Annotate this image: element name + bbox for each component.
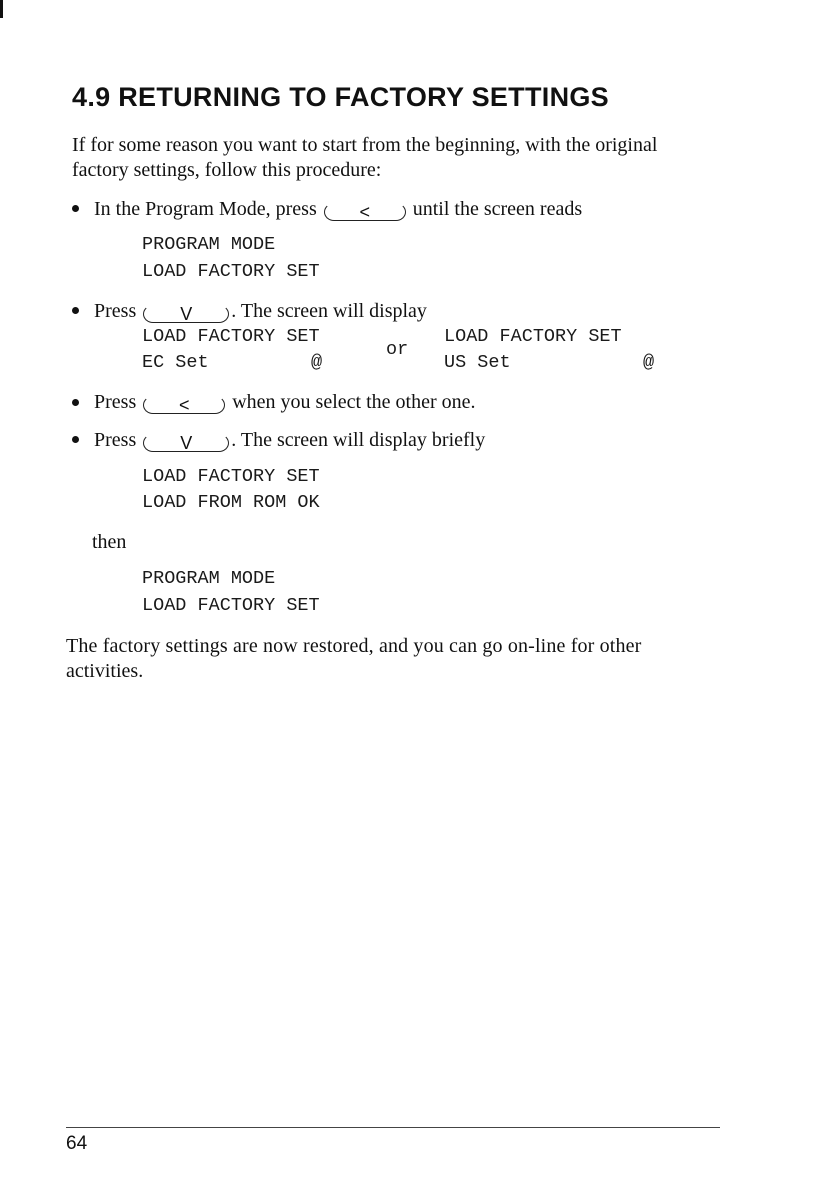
screen-line: LOAD FACTORY SET [142, 595, 320, 616]
step-4-text [94, 428, 485, 452]
down-key-icon: V [143, 434, 229, 452]
step-1-before: In the Program Mode, press [94, 198, 317, 220]
footer-rule [66, 1127, 720, 1128]
screen-line: PROGRAM MODE [142, 568, 276, 589]
screen-line: LOAD FROM ROM OK [142, 492, 320, 513]
at-symbol: @ [311, 352, 323, 373]
page-title: 4.9 RETURNING TO FACTORY SETTINGS [72, 82, 609, 112]
screen-line: PROGRAM MODE [142, 234, 276, 255]
screen-line: LOAD FACTORY SET [142, 261, 320, 282]
bullet-icon [72, 307, 79, 314]
screen-line: LOAD FACTORY SET [142, 466, 320, 487]
left-arrow-key-icon: < [143, 396, 225, 414]
bullet-icon [72, 436, 79, 443]
down-key-icon: V [143, 305, 229, 323]
step-3-text [94, 390, 476, 414]
step-2-text [94, 299, 427, 323]
step-1-text [94, 197, 582, 221]
step-4-after: . The screen will display briefly [231, 429, 486, 451]
screen-line: LOAD FACTORY SET [142, 326, 320, 347]
or-separator: or [386, 339, 409, 360]
step-2-before: Press [94, 300, 137, 322]
screen-line: LOAD FACTORY SET [444, 326, 622, 347]
bullet-icon [72, 399, 79, 406]
closing-line-1: The factory settings are now restored, and you can go on-line for other [66, 635, 642, 657]
step-2-after: . The screen will display [231, 300, 427, 322]
step-3-after: when you select the other one. [232, 391, 476, 413]
scan-edge-mark [0, 0, 3, 18]
at-symbol: @ [643, 352, 655, 373]
page-number: 64 [66, 1133, 88, 1154]
intro-line-2: factory settings, follow this procedure: [72, 159, 382, 181]
screen-line: EC Set [142, 352, 209, 373]
then-label: then [92, 531, 127, 553]
screen-line: US Set [444, 352, 511, 373]
step-4-before: Press [94, 429, 137, 451]
intro-line-1: If for some reason you want to start from the beginning, with the original [72, 134, 658, 156]
step-3-before: Press [94, 391, 137, 413]
bullet-icon [72, 205, 79, 212]
left-arrow-key-icon: < [324, 203, 406, 221]
closing-line-2: activities. [66, 660, 144, 682]
step-1-after: until the screen reads [412, 198, 583, 220]
